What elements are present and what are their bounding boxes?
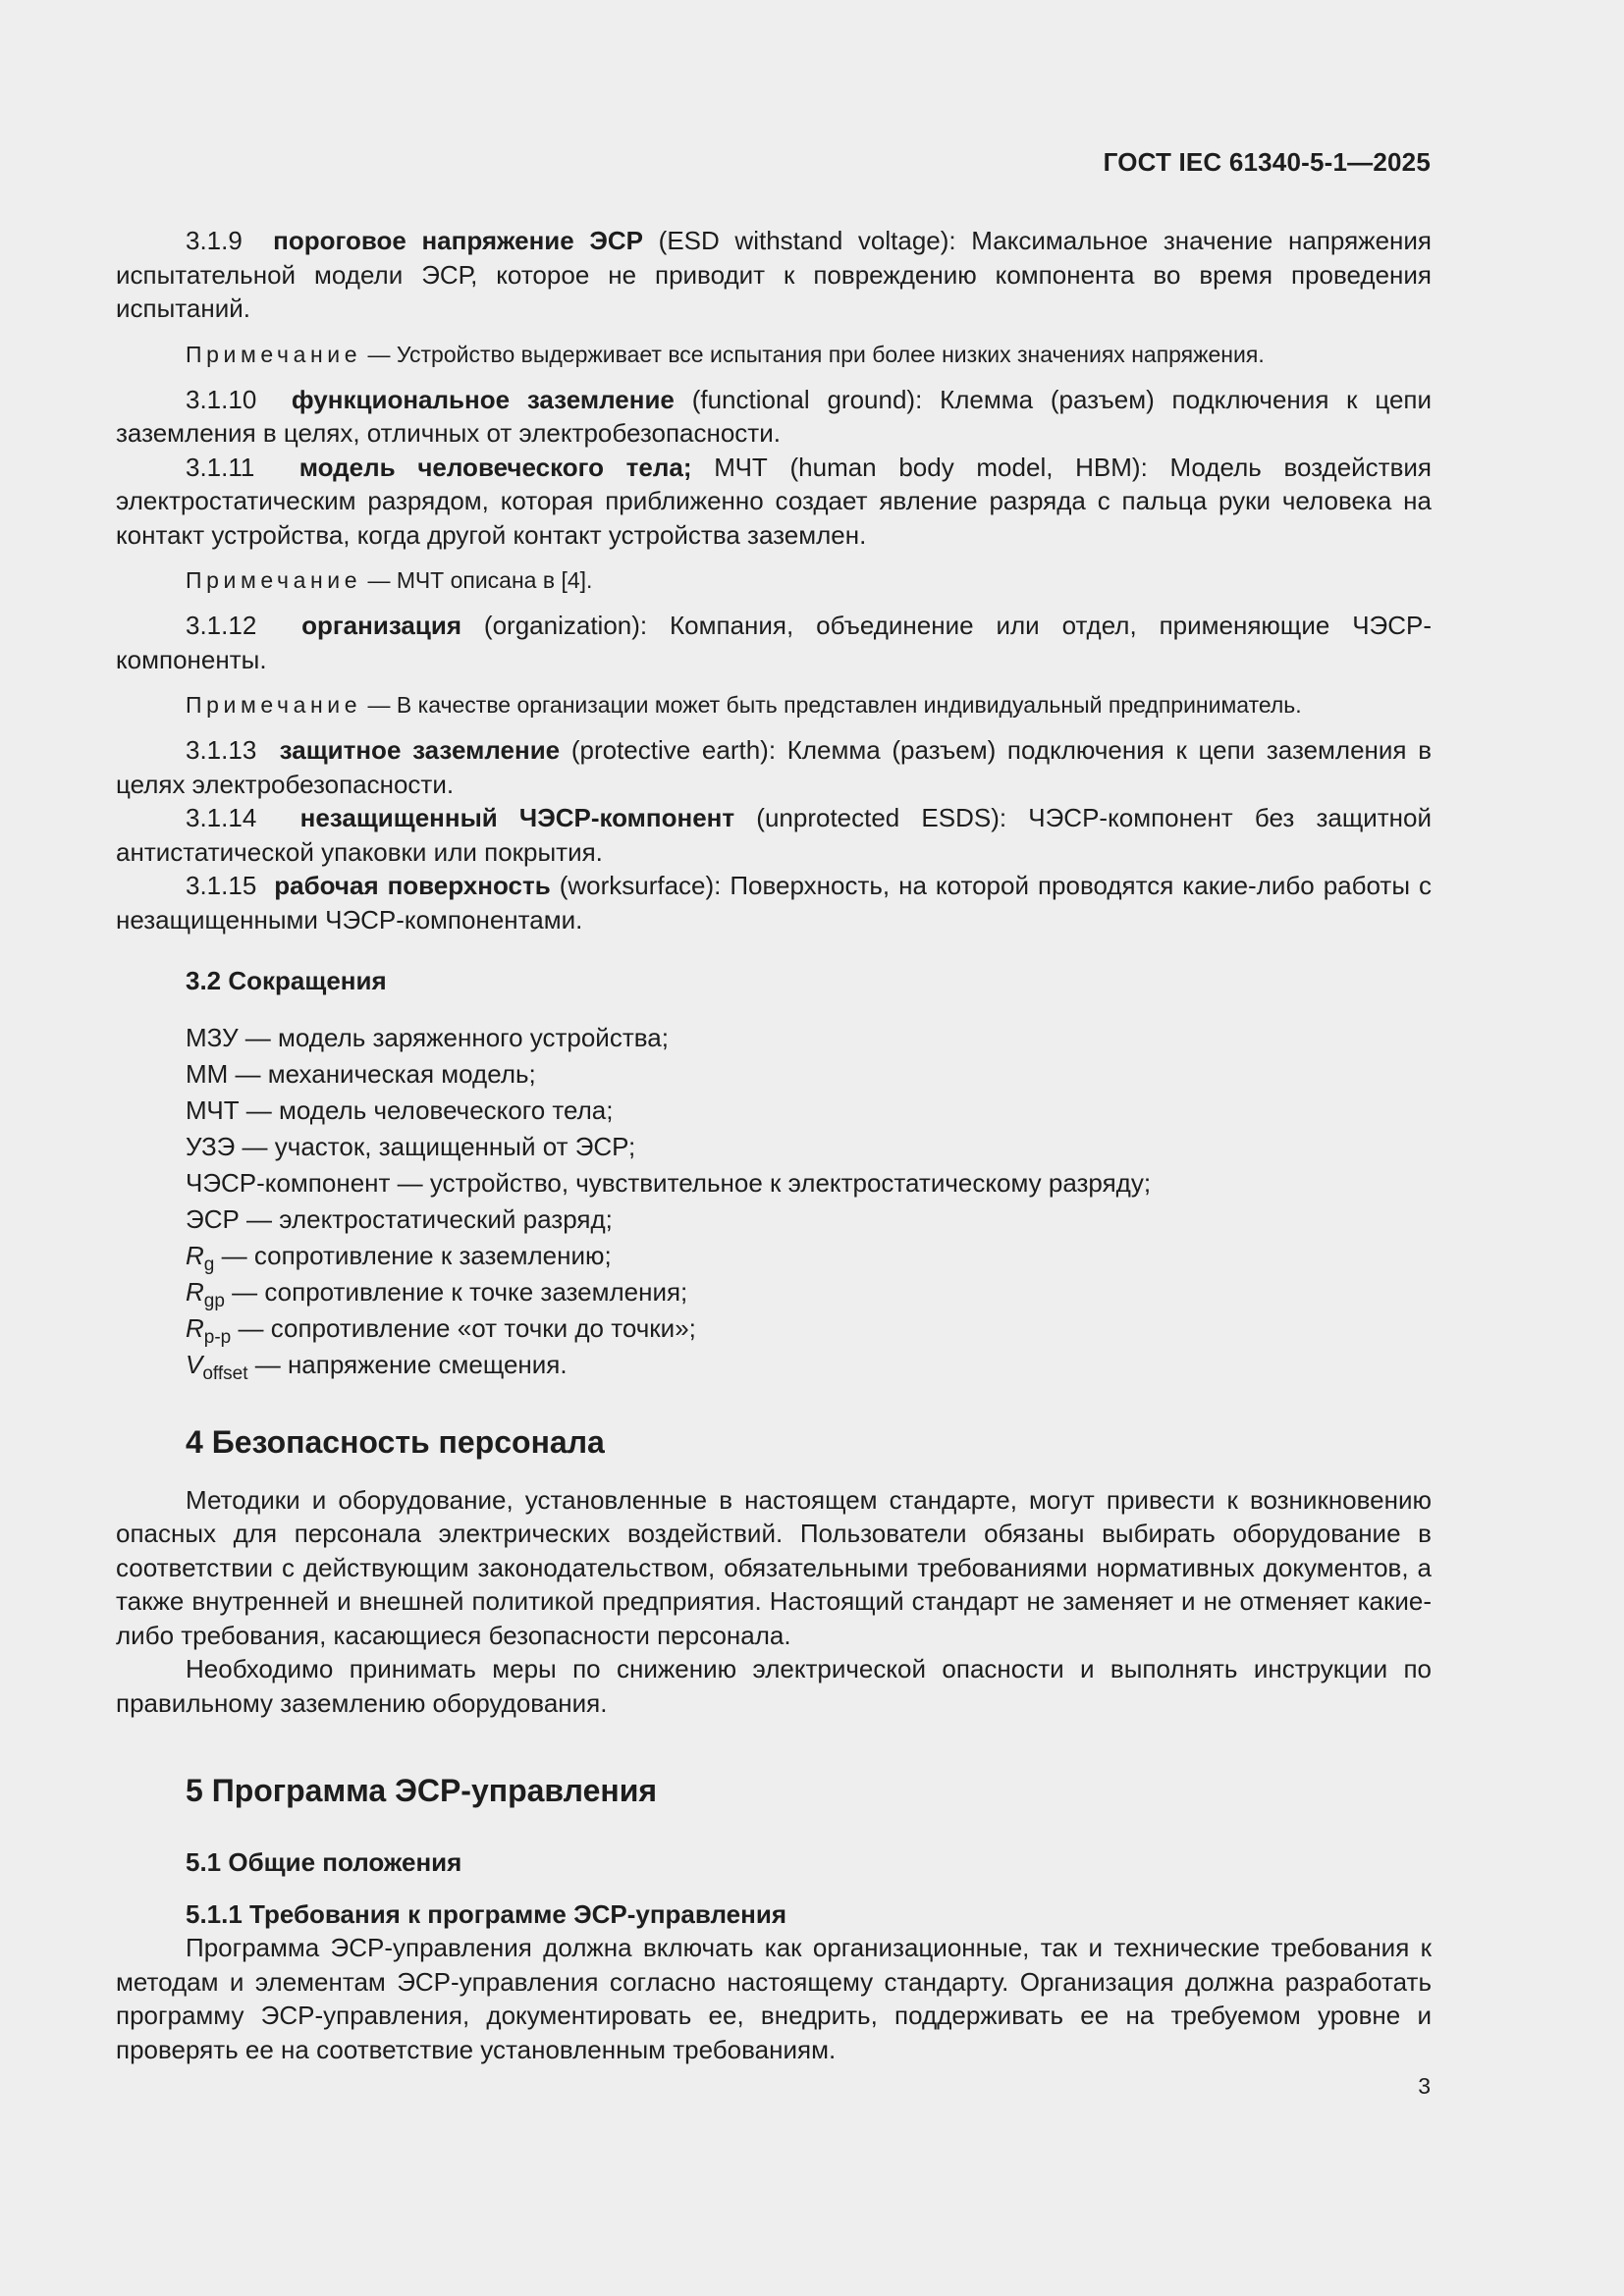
term-3-1-11 bbox=[116, 451, 1432, 553]
symbol-subscript: gp bbox=[203, 1290, 225, 1311]
term-number: 3.1.10 bbox=[186, 384, 257, 414]
symbol-item bbox=[186, 1274, 1432, 1310]
term-number: 3.1.11 bbox=[186, 452, 255, 482]
term-name: незащищенный ЧЭСР-компонент bbox=[299, 803, 735, 832]
abbreviation-item: ЧЭСР-компонент — устройство, чувствительное к электростатическому разряду; bbox=[186, 1167, 1152, 1198]
term-3-1-13 bbox=[116, 733, 1432, 801]
symbol-subscript: p-p bbox=[203, 1326, 232, 1348]
symbol-description: — напряжение смещения. bbox=[254, 1349, 568, 1379]
abbreviations-list bbox=[116, 1020, 1432, 1383]
abbreviation-item: МЧТ — модель человеческого тела; bbox=[186, 1095, 614, 1125]
note bbox=[116, 564, 1432, 596]
section-5-1-heading: 5.1 Общие положения bbox=[186, 1847, 462, 1877]
term-definition: (worksurface): Поверхность, на которой проводятся какие-либо работы с незащищенными ЧЭСР-компонентами. bbox=[116, 871, 1432, 934]
term-definition: (functional ground): Клемма (разъем) подключения к цепи заземления в целях, отличных от электробезопасности. bbox=[116, 384, 1433, 448]
term-name: пороговое напряжение ЭСР bbox=[273, 226, 644, 255]
term-number: 3.1.15 bbox=[186, 871, 257, 900]
note bbox=[116, 689, 1432, 721]
note-text: — Устройство выдерживает все испытания при более низких значениях напряжения. bbox=[367, 341, 1265, 367]
note-label: Примечание bbox=[186, 692, 362, 718]
term-number: 3.1.12 bbox=[186, 611, 257, 640]
abbreviation-item: МЗУ — модель заряженного устройства; bbox=[186, 1022, 669, 1052]
note-text: — МЧТ описана в [4]. bbox=[367, 567, 593, 593]
section-4-paragraph: Методики и оборудование, установленные в настоящем стандарте, могут привести к возникновению опасных для персонала электрических воздействий. Пользователи обязаны выбирать оборудование в соответствии с действующим законодательством, обязательными требованиями нормативных документов, а также внутренней и внешней политикой предприятия. Настоящий стандарт не заменяет и не отменяет какие-либо требования, касающиеся безопасности персонала. bbox=[116, 1484, 1432, 1650]
symbol-item bbox=[186, 1238, 1432, 1274]
term-definition: (unprotected ESDS): ЧЭСР-компонент без защитной антистатической упаковки или покрытия. bbox=[116, 803, 1432, 867]
symbol-item bbox=[186, 1310, 1432, 1347]
term-3-1-14 bbox=[116, 801, 1432, 869]
term-name: функциональное заземление bbox=[291, 384, 675, 414]
abbreviation-item: ЭСР — электростатический разряд; bbox=[186, 1203, 613, 1234]
term-3-1-9 bbox=[116, 224, 1432, 326]
standard-code-header: ГОСТ IEC 61340-5-1—2025 bbox=[1103, 147, 1431, 177]
term-3-1-15 bbox=[116, 869, 1432, 936]
term-3-1-12 bbox=[116, 609, 1432, 676]
section-4-heading: 4 Безопасность персонала bbox=[186, 1423, 605, 1460]
page-content bbox=[116, 224, 1432, 2066]
note bbox=[116, 339, 1432, 370]
term-name: организация bbox=[301, 611, 462, 640]
term-name: модель человеческого тела; bbox=[298, 452, 692, 482]
abbreviation-item: УЗЭ — участок, защищенный от ЭСР; bbox=[186, 1131, 636, 1161]
term-number: 3.1.9 bbox=[186, 226, 243, 255]
term-number: 3.1.13 bbox=[186, 735, 257, 765]
note-label: Примечание bbox=[186, 341, 362, 367]
section-5-1-1-paragraph: Программа ЭСР-управления должна включать как организационные, так и технические требования к методам и элементам ЭСР-управления согласно настоящему стандарту. Организация должна разработать программу ЭСР-управления, документировать ее, внедрить, поддерживать ее на требуемом уровне и проверять ее на соответствие установленным требованиям. bbox=[116, 1933, 1432, 2064]
section-4-paragraph: Необходимо принимать меры по снижению электрической опасности и выполнять инструкции по правильному заземлению оборудования. bbox=[116, 1654, 1432, 1718]
term-definition: (protective earth): Клемма (разъем) подключения к цепи заземления в целях электробезопасности. bbox=[116, 735, 1433, 799]
term-definition: МЧТ (human body model, HBM): Модель воздействия электростатическим разрядом, которая приближенно создает явление разряда с пальца руки человека на контакт устройства, когда другой контакт устройства заземлен. bbox=[116, 452, 1433, 550]
symbol: R bbox=[186, 1276, 204, 1307]
symbol-description: — сопротивление к заземлению; bbox=[221, 1240, 612, 1270]
symbol-item bbox=[186, 1347, 1432, 1383]
term-definition: (organization): Компания, объединение или отдел, применяющие ЧЭСР-компоненты. bbox=[116, 611, 1432, 674]
term-3-1-10 bbox=[116, 383, 1432, 451]
abbreviation-item: ММ — механическая модель; bbox=[186, 1058, 536, 1089]
section-3-2-heading: 3.2 Сокращения bbox=[186, 966, 387, 995]
note-text: — В качестве организации может быть представлен индивидуальный предприниматель. bbox=[367, 692, 1302, 718]
term-name: рабочая поверхность bbox=[274, 871, 551, 900]
symbol-subscript: g bbox=[203, 1254, 215, 1275]
term-name: защитное заземление bbox=[279, 735, 561, 765]
term-definition: (ESD withstand voltage): Максимальное значение напряжения испытательной модели ЭСР, которое не приводит к повреждению компонента во время проведения испытаний. bbox=[116, 226, 1432, 323]
section-5-heading: 5 Программа ЭСР-управления bbox=[186, 1773, 658, 1808]
symbol-description: — сопротивление «от точки до точки»; bbox=[238, 1312, 696, 1343]
symbol: V bbox=[186, 1349, 203, 1379]
symbol: R bbox=[186, 1240, 204, 1270]
symbol-subscript: offset bbox=[202, 1362, 248, 1384]
symbol: R bbox=[186, 1312, 204, 1343]
note-label: Примечание bbox=[186, 567, 362, 593]
symbol-description: — сопротивление к точке заземления; bbox=[232, 1276, 688, 1307]
page-number: 3 bbox=[1418, 2073, 1431, 2099]
section-5-1-1-heading: 5.1.1 Требования к программе ЭСР-управления bbox=[186, 1898, 787, 1929]
term-number: 3.1.14 bbox=[186, 803, 257, 832]
